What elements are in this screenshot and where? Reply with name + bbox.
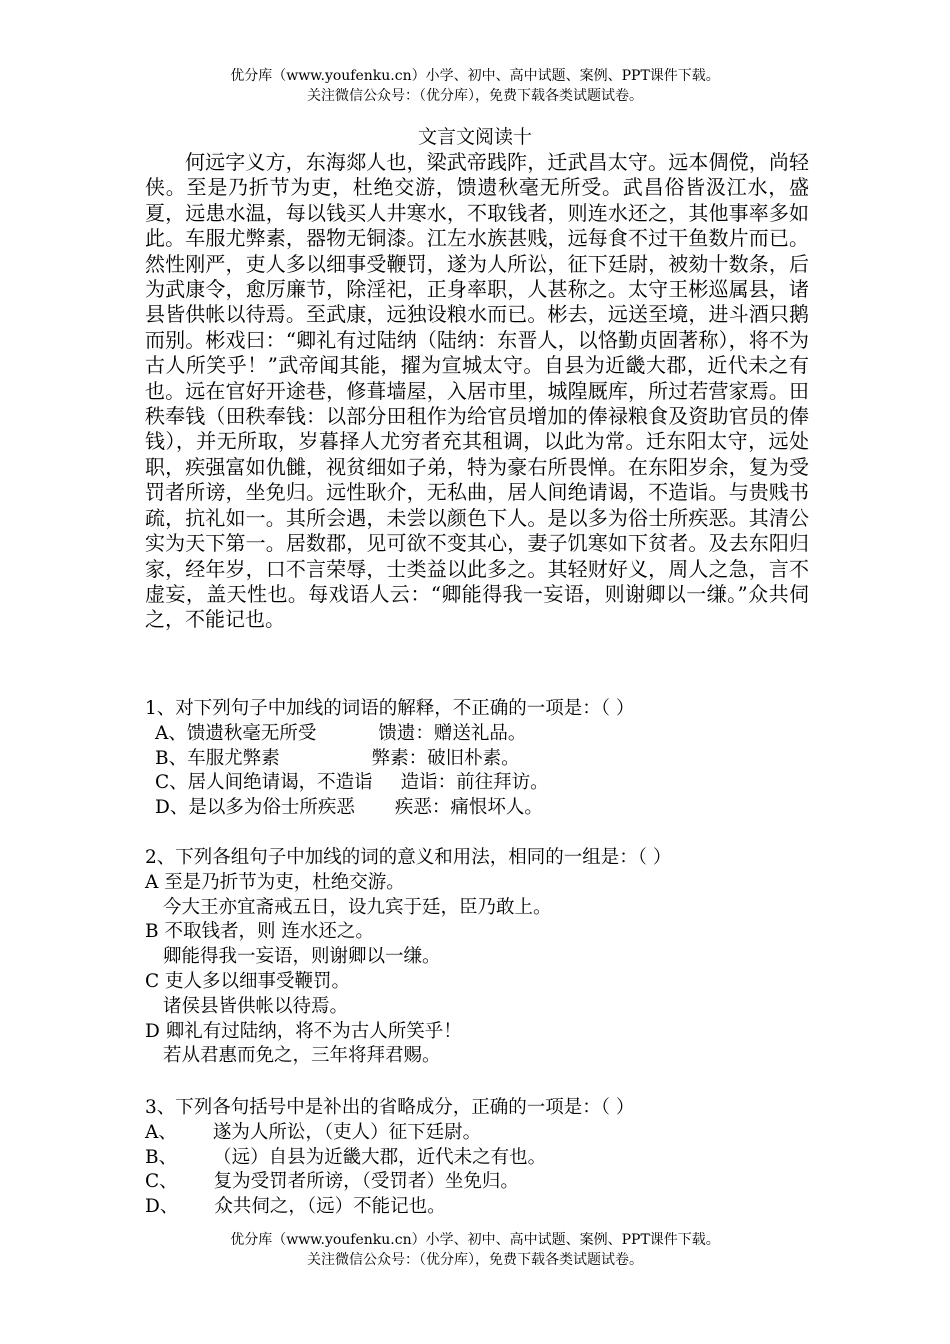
- question-1-option-c: [145, 771, 825, 796]
- option-text: （远）自县为近畿大郡，近代未之有也。: [213, 1146, 547, 1168]
- option-label: B、: [145, 1146, 178, 1168]
- question-2-line: 今大王亦宜斋戒五日，设九宾于廷，臣乃敢上。: [163, 896, 552, 918]
- question-2-line: 若从君惠而免之，三年将拜君赐。: [163, 1045, 441, 1067]
- question-3: [145, 1096, 825, 1220]
- question-1-stem: 1、对下列句子中加线的词语的解释，不正确的一项是：（ ）: [145, 698, 635, 719]
- option-note: 馈遗：赠送礼品。: [378, 722, 527, 744]
- page-header: [0, 66, 950, 106]
- footer-line-1: 优分库（www.youfenku.cn）小学、初中、高中试题、案例、PPT课件下载。: [230, 1232, 720, 1248]
- question-2-line: C 吏人多以细事受鞭罚。: [145, 970, 351, 992]
- option-text: D、是以多为俗士所疾恶: [155, 797, 355, 819]
- question-3-option-a: [145, 1121, 825, 1146]
- option-note: 造诣：前往拜访。: [400, 772, 549, 794]
- option-label: C、: [145, 1171, 178, 1193]
- option-note: 疾恶：痛恨坏人。: [394, 797, 543, 819]
- header-line-1: 优分库（www.youfenku.cn）小学、初中、高中试题、案例、PPT课件下载。: [230, 68, 720, 84]
- option-label: A、: [145, 1121, 177, 1143]
- document-title: 文言文阅读十: [417, 126, 532, 148]
- question-1-option-b: [145, 747, 825, 772]
- classical-passage: 何远字义方，东海郯人也，梁武帝践阼，迁武昌太守。远本倜傥，尚轻侠。至是乃折节为吏，杜绝交游，馈遗秋毫无所受。武昌俗皆汲江水，盛夏，远患水温，每以钱买人井寒水，不取钱者，则连水还之，其他事率多如此。车服尤弊素，器物无铜漆。江左水族甚贱，远每食不过干鱼数片而已。然性刚严，吏人多以细事受鞭罚，遂为人所讼，征下廷尉，被劾十数条，后为武康令，愈厉廉节，除淫祀，正身率职，人甚称之。太守王彬巡属县，诸县皆供帐以待焉。至武康，远独设粮水而已。彬去，远送至境，进斗酒只鹅而别。彬戏曰：“卿礼有过陆纳（陆纳：东晋人，以恪勤贞固著称），将不为古人所笑乎！”武帝闻其能，擢为宣城太守。自县为近畿大郡，近代未之有也。远在官好开途巷，修葺墙屋，入居市里，城隍厩库，所过若营家焉。田秩奉钱（田秩奉钱：以部分田租作为给官员增加的俸禄粮食及资助官员的俸钱），并无所取，岁暮择人尤穷者充其租调，以此为常。迁东阳太守，远处职，疾强富如仇雠，视贫细如子弟，特为豪右所畏惮。在东阳岁余，复为受罚者所谤，坐免归。远性耿介，无私曲，居人间绝请谒，不造诣。与贵贱书疏，抗礼如一。其所会遇，未尝以颜色下人。是以多为俗士所疾恶。其清公实为天下第一。居数郡，见可欲不变其心，妻子饥寒如下贫者。及去东阳归家，经年岁，口不言荣辱，士类益以此多之。其轻财好义，周人之急，言不虚妄，盖天性也。每戏语人云：“卿能得我一妄语，则谢卿以一缣。”众共伺之，不能记也。: [145, 150, 809, 632]
- footer-line-2: 关注微信公众号：（优分库），免费下载各类试题试卷。: [307, 1252, 643, 1268]
- question-2-stem: 2、下列各组句子中加线的词的意义和用法，相同的一组是：（ ）: [145, 847, 672, 868]
- question-3-option-d: [145, 1195, 825, 1220]
- question-2: [145, 846, 825, 1069]
- question-3-option-c: [145, 1170, 825, 1195]
- option-label: D、: [145, 1196, 179, 1218]
- question-2-line: D 卿礼有过陆纳，将不为古人所笑乎！: [145, 1020, 462, 1042]
- option-text: A、馈遗秋毫无所受: [155, 722, 317, 744]
- question-2-line: A 至是乃折节为吏，杜绝交游。: [145, 871, 405, 893]
- header-line-2: 关注微信公众号：（优分库），免费下载各类试题试卷。: [307, 88, 643, 104]
- option-note: 弊素：破旧朴素。: [371, 747, 520, 769]
- question-2-line: B 不取钱者，则 连水还之。: [145, 921, 374, 943]
- question-3-option-b: [145, 1146, 825, 1171]
- option-text: 遂为人所讼，（吏人）征下廷尉。: [212, 1121, 482, 1143]
- option-text: 众共伺之，（远）不能记也。: [214, 1196, 446, 1218]
- page-footer: [0, 1230, 950, 1270]
- question-1-option-a: [145, 722, 825, 747]
- question-1-option-d: [145, 796, 825, 821]
- option-text: 复为受罚者所谤，（受罚者）坐免归。: [213, 1171, 519, 1193]
- option-text: B、车服尤弊素: [155, 747, 280, 769]
- question-1: [145, 697, 825, 821]
- question-2-line: 卿能得我一妄语，则谢卿以一缣。: [163, 946, 441, 968]
- question-2-line: 诸侯县皆供帐以待焉。: [163, 995, 349, 1017]
- question-3-stem: 3、下列各句括号中是补出的省略成分，正确的一项是：（ ）: [145, 1097, 635, 1118]
- option-text: C、居人间绝请谒，不造诣: [155, 772, 373, 794]
